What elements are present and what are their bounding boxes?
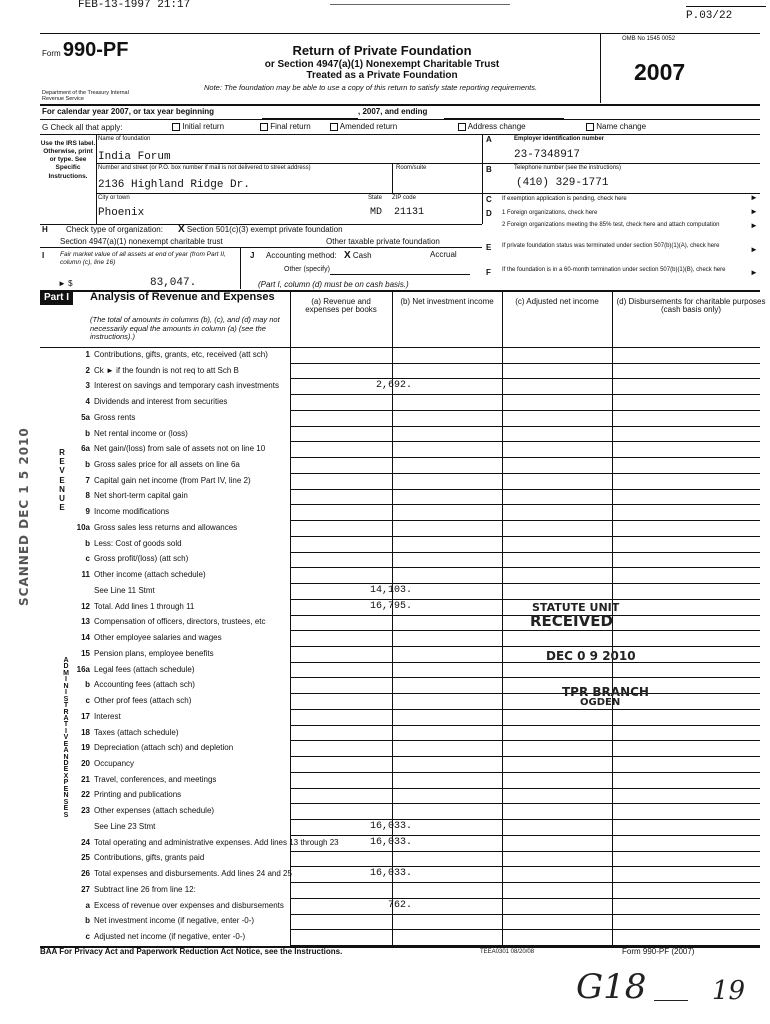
row-number: 27 xyxy=(81,884,90,894)
row-number: 5a xyxy=(81,412,90,422)
ein-rule xyxy=(482,163,760,164)
row-number: 22 xyxy=(81,790,90,800)
city-label: City or town xyxy=(98,195,130,201)
form-subtitle2: Treated as a Private Foundation xyxy=(306,70,458,81)
entity-left-divider xyxy=(96,134,97,224)
row-number: 15 xyxy=(81,648,90,658)
table-row xyxy=(76,364,770,380)
row-number: c xyxy=(85,554,90,564)
form-subtitle1: or Section 4947(a)(1) Nonexempt Charitable Trust xyxy=(264,59,500,70)
row-label: Other income (attach schedule) xyxy=(94,570,206,580)
h-opt-4947[interactable]: Section 4947(a)(1) nonexempt charitable trust xyxy=(60,237,223,246)
j-letter: J xyxy=(250,251,255,260)
table-row xyxy=(76,899,770,915)
col-b-header: (b) Net investment income xyxy=(400,297,494,306)
street-row-rule xyxy=(96,193,482,194)
row-number: 20 xyxy=(81,759,90,769)
footer-baa: BAA For Privacy Act and Paperwork Reduction Act Notice, see the Instructions. xyxy=(40,947,343,956)
row-label: Other expenses (attach schedule) xyxy=(94,806,215,816)
row-number: c xyxy=(85,696,90,706)
table-row xyxy=(76,789,770,805)
checkbox[interactable] xyxy=(586,123,594,131)
year-box-divider xyxy=(600,33,601,103)
state[interactable]: MD xyxy=(370,207,383,218)
box-c-letter: C xyxy=(486,195,492,204)
g-address-change[interactable]: Address change xyxy=(458,123,526,132)
zip-code[interactable]: 21131 xyxy=(394,207,425,218)
table-row xyxy=(76,379,770,395)
stamp-branch: TPR BRANCH xyxy=(562,685,649,699)
row-label: Net short-term capital gain xyxy=(94,491,188,501)
row-label: Dividends and interest from securities xyxy=(94,397,228,407)
state-label: State xyxy=(368,195,383,201)
row-label: Occupancy xyxy=(94,759,135,769)
col-a-value[interactable]: 762. xyxy=(387,899,412,911)
row-number: 21 xyxy=(81,774,90,784)
table-row xyxy=(76,836,770,852)
table-row xyxy=(76,741,770,757)
j-note: (Part I, column (d) must be on cash basis.) xyxy=(258,280,409,289)
row-label: Legal fees (attach schedule) xyxy=(94,664,195,674)
box-e-letter: E xyxy=(486,243,492,252)
row-label: Interest xyxy=(94,711,121,721)
row-label: Other prof fees (attach sch) xyxy=(94,696,192,706)
city[interactable]: Phoenix xyxy=(98,207,145,219)
h-opt-other[interactable]: Other taxable private foundation xyxy=(326,237,440,246)
use-irs-label: Use the IRS label. Otherwise, print or type. See Specific Instructions. xyxy=(40,140,96,180)
j-accrual[interactable]: Accrual xyxy=(430,250,457,259)
g-row-top xyxy=(40,119,760,120)
col-a-value[interactable]: 2,692. xyxy=(375,380,412,392)
header-top-rule xyxy=(40,33,760,34)
table-row xyxy=(76,710,770,726)
row-label: Adjusted net income (if negative, enter -0-) xyxy=(94,932,246,942)
room-label: Room/suite xyxy=(396,165,427,171)
header-bottom-rule xyxy=(40,104,760,106)
row-number: 2 xyxy=(85,365,90,375)
row-label: Taxes (attach schedule) xyxy=(94,727,179,737)
col-a-value[interactable]: 16,795. xyxy=(369,600,412,612)
row-number: 18 xyxy=(81,727,90,737)
table-row xyxy=(76,757,770,773)
table-row xyxy=(76,852,770,868)
row-label: Depreciation (attach sch) and depletion xyxy=(94,743,234,753)
checkbox[interactable] xyxy=(260,123,268,131)
phone-rule xyxy=(482,193,760,194)
arrow-icon: ► xyxy=(750,193,758,202)
g-initial-return[interactable]: Initial return xyxy=(172,123,224,132)
room-divider xyxy=(392,163,393,193)
part1-label: Part I xyxy=(40,292,73,305)
row-number: c xyxy=(85,932,90,942)
row-label: Compensation of officers, directors, trustees, etc xyxy=(94,617,266,627)
row-number: 13 xyxy=(81,617,90,627)
table-row xyxy=(76,490,770,506)
tax-year: 2007 xyxy=(634,59,686,85)
table-row xyxy=(76,726,770,742)
row-number: 26 xyxy=(81,869,90,879)
col-c-header: (c) Adjusted net income xyxy=(515,297,599,306)
row-label: Total expenses and disbursements. Add lines 24 and 25 xyxy=(94,869,292,879)
h-letter: H xyxy=(42,225,48,234)
stamp-statute: STATUTE UNIT xyxy=(532,601,620,614)
side-scan-stamp: SCANNED DEC 1 5 2010 xyxy=(17,427,31,606)
entity-right-divider xyxy=(482,134,483,224)
arrow-icon: ► xyxy=(750,207,758,216)
row-number: 1 xyxy=(85,349,90,359)
row-number: 14 xyxy=(81,633,90,643)
table-row xyxy=(76,427,770,443)
table-row xyxy=(76,678,770,694)
row-label: Subtract line 26 from line 12: xyxy=(94,884,196,894)
row-number: 23 xyxy=(81,806,90,816)
row-label: Contributions, gifts, grants paid xyxy=(94,853,205,863)
box-d-letter: D xyxy=(486,209,492,218)
row-label: Accounting fees (attach sch) xyxy=(94,680,195,690)
side-revenue-label: R E V E N U E xyxy=(59,448,65,513)
row-label: Interest on savings and temporary cash investments xyxy=(94,381,279,391)
table-row xyxy=(76,647,770,663)
col-a-header: (a) Revenue and expenses per books xyxy=(305,297,377,315)
row-label: Total. Add lines 1 through 11 xyxy=(94,601,195,611)
arrow-icon: ► xyxy=(750,221,758,230)
handwritten-19: 19 xyxy=(712,976,746,1006)
row-label: Less: Cost of goods sold xyxy=(94,538,182,548)
box-d2-text: 2 Foreign organizations meeting the 85% test, check here and attach computation xyxy=(502,222,720,228)
phone-label: Telephone number (see the instructions) xyxy=(514,165,622,171)
row-number: 4 xyxy=(85,397,90,407)
row-number: 25 xyxy=(81,853,90,863)
ij-divider xyxy=(240,247,241,289)
table-row xyxy=(76,505,770,521)
row-label: Total operating and administrative expenses. Add lines 13 through 23 xyxy=(94,837,339,847)
i-letter: I xyxy=(42,251,45,260)
h-opt-501c3[interactable]: X Section 501(c)(3) exempt private foundation xyxy=(178,224,343,235)
table-row xyxy=(76,820,770,836)
row-number: 6a xyxy=(81,444,90,454)
table-row xyxy=(76,883,770,899)
box-a-letter: A xyxy=(486,135,492,144)
zip-label: ZIP code xyxy=(392,195,416,201)
row-label: Gross sales less returns and allowances xyxy=(94,522,238,532)
fax-page-rule xyxy=(686,6,766,7)
table-row xyxy=(76,474,770,490)
stamp-ogden: OGDEN xyxy=(580,697,621,708)
g-check-label: G Check all that apply: xyxy=(42,123,123,132)
footer-form: Form 990-PF (2007) xyxy=(622,947,695,956)
col-a-value[interactable]: 16,033. xyxy=(369,836,412,848)
dept-treasury: Department of the Treasury Internal Revenue Service xyxy=(42,90,129,103)
handwritten-dash xyxy=(654,1000,688,1001)
row-number: 10a xyxy=(76,522,90,532)
row-number: b xyxy=(85,680,90,690)
table-row xyxy=(76,867,770,883)
box-f-letter: F xyxy=(486,268,491,277)
j-other-blank[interactable] xyxy=(330,274,470,275)
row-number: 7 xyxy=(85,475,90,485)
table-row xyxy=(76,773,770,789)
entity-top-rule xyxy=(40,134,760,135)
table-row xyxy=(76,663,770,679)
table-row xyxy=(76,631,770,647)
table-row xyxy=(76,930,770,946)
row-number: 24 xyxy=(81,837,90,847)
col-a-value[interactable]: 16,033. xyxy=(369,820,412,832)
row-label: Net gain/(loss) from sale of assets not on line 10 xyxy=(94,444,266,454)
row-number: b xyxy=(85,428,90,438)
row-number: 19 xyxy=(81,743,90,753)
fax-header: FEB-13-1997 21:17 xyxy=(78,0,191,11)
handwritten-g18: G18 xyxy=(576,967,647,1007)
box-e-text: If private foundation status was terminated under section 507(b)(1)(A), check here xyxy=(502,243,720,249)
row-number: b xyxy=(85,538,90,548)
h-rule xyxy=(40,247,482,248)
table-row xyxy=(76,395,770,411)
table-row xyxy=(76,411,770,427)
row-label: Gross rents xyxy=(94,412,136,422)
calendar-line: For calendar year 2007, or tax year beginning xyxy=(42,107,215,116)
row-label: See Line 11 Stmt xyxy=(94,585,155,595)
row-label: Capital gain net income (from Part IV, line 2) xyxy=(94,475,251,485)
form-title: Return of Private Foundation xyxy=(292,43,472,58)
row-number: 8 xyxy=(85,491,90,501)
box-d1-text: 1 Foreign organizations, check here xyxy=(502,210,598,216)
row-number: b xyxy=(85,460,90,470)
stamp-received: RECEIVED xyxy=(530,612,613,630)
name-row-rule xyxy=(96,163,482,164)
row-number: a xyxy=(85,900,90,910)
omb-number: OMB No 1545 0052 xyxy=(622,36,676,42)
i-fair-market-value[interactable]: 83,047. xyxy=(150,277,197,289)
box-c-text: If exemption application is pending, check here xyxy=(502,196,627,202)
fax-page: P.03/22 xyxy=(686,10,733,22)
row-label: Contributions, gifts, grants, etc, received (att sch) xyxy=(94,349,268,359)
row-number: b xyxy=(85,916,90,926)
h-check-type: Check type of organization: xyxy=(66,225,163,234)
box-b-letter: B xyxy=(486,165,492,174)
ein[interactable]: 23-7348917 xyxy=(514,149,581,161)
row-label: Net rental income or (loss) xyxy=(94,428,188,438)
form-number: 990-PF xyxy=(62,39,129,61)
row-label: Excess of revenue over expenses and disbursements xyxy=(94,900,284,910)
checkbox[interactable] xyxy=(172,123,180,131)
box-f-text: If the foundation is in a 60-month termination under section 507(b)(1)(B), check here xyxy=(502,267,726,273)
footer-code: TEEA0301 08/20/08 xyxy=(480,949,535,955)
row-label: Income modifications xyxy=(94,507,170,517)
form-word: Form xyxy=(42,49,61,58)
j-cash[interactable]: X Cash xyxy=(344,250,372,261)
foundation-name[interactable]: India Forum xyxy=(98,151,171,163)
col-a-value[interactable]: 14,103. xyxy=(369,584,412,596)
j-text: Accounting method: xyxy=(266,251,337,260)
stamp-date: DEC 0 9 2010 xyxy=(546,649,636,663)
row-label: Ck ► if the foundn is not req to att Sch B xyxy=(94,365,239,375)
g-final-return[interactable]: Final return xyxy=(260,123,311,132)
row-label: See Line 23 Stmt xyxy=(94,821,156,831)
arrow-icon: ► xyxy=(750,245,758,254)
table-row xyxy=(76,612,770,632)
phone[interactable]: (410) 329-1771 xyxy=(516,177,609,189)
row-label: Other employee salaries and wages xyxy=(94,633,222,643)
row-label: Gross profit/(loss) (att sch) xyxy=(94,554,189,564)
i-text: Fair market value of all assets at end of year (from Part II, column (c), line 16) xyxy=(60,251,226,266)
table-row xyxy=(76,458,770,474)
row-label: Printing and publications xyxy=(94,790,182,800)
row-label: Travel, conferences, and meetings xyxy=(94,774,217,784)
col-a-value[interactable]: 16,033. xyxy=(369,868,412,880)
row-label: Pension plans, employee benefits xyxy=(94,648,214,658)
row-label: Gross sales price for all assets on line 6a xyxy=(94,460,240,470)
table-row xyxy=(76,442,770,458)
row-label: Net investment income (if negative, enter -0-) xyxy=(94,916,255,926)
form-label xyxy=(42,40,129,61)
col-d-header: (d) Disbursements for charitable purposes (cash basis only) xyxy=(616,297,766,315)
form-note: Note: The foundation may be able to use a copy of this return to satisfy state reporting requirements. xyxy=(204,83,538,92)
street-address[interactable]: 2136 Highland Ridge Dr. xyxy=(98,179,250,191)
table-row xyxy=(76,915,770,931)
table-row xyxy=(76,584,770,600)
row-number: 17 xyxy=(81,711,90,721)
table-row xyxy=(76,568,770,584)
fax-rule xyxy=(330,4,510,5)
g-name-change[interactable]: Name change xyxy=(586,123,646,132)
arrow-icon: ► xyxy=(750,268,758,277)
ein-label: Employer identification number xyxy=(514,136,605,142)
table-row xyxy=(76,694,770,710)
side-expenses-label: A D M I N I S T R A T I V E A N D E X P E N S E S xyxy=(63,657,69,819)
table-row xyxy=(76,553,770,569)
row-number: 12 xyxy=(81,601,90,611)
g-amended-return[interactable]: Amended return xyxy=(330,123,397,132)
j-other[interactable]: Other (specify) xyxy=(284,266,330,273)
row-number: 9 xyxy=(85,507,90,517)
row-number: 3 xyxy=(85,381,90,391)
part1-desc: (The total of amounts in columns (b), (c), and (d) may not necessarily equal the amounts in column (a) (see the instructions).) xyxy=(90,315,280,342)
table-row xyxy=(76,348,770,364)
table-row xyxy=(76,600,770,616)
row-number: 11 xyxy=(81,570,90,580)
row-number: 16a xyxy=(76,664,90,674)
part1-title: Analysis of Revenue and Expenses xyxy=(90,291,275,303)
street-label: Number and street (or P.O. box number if mail is not delivered to street address) xyxy=(98,165,311,171)
checkbox[interactable] xyxy=(330,123,338,131)
checkbox[interactable] xyxy=(458,123,466,131)
calendar-mid: , 2007, and ending xyxy=(358,107,428,116)
table-row xyxy=(76,804,770,820)
table-row xyxy=(76,521,770,537)
table-row xyxy=(76,537,770,553)
name-label: Name of foundation xyxy=(98,136,151,142)
i-arrow: ► $ xyxy=(58,279,73,288)
